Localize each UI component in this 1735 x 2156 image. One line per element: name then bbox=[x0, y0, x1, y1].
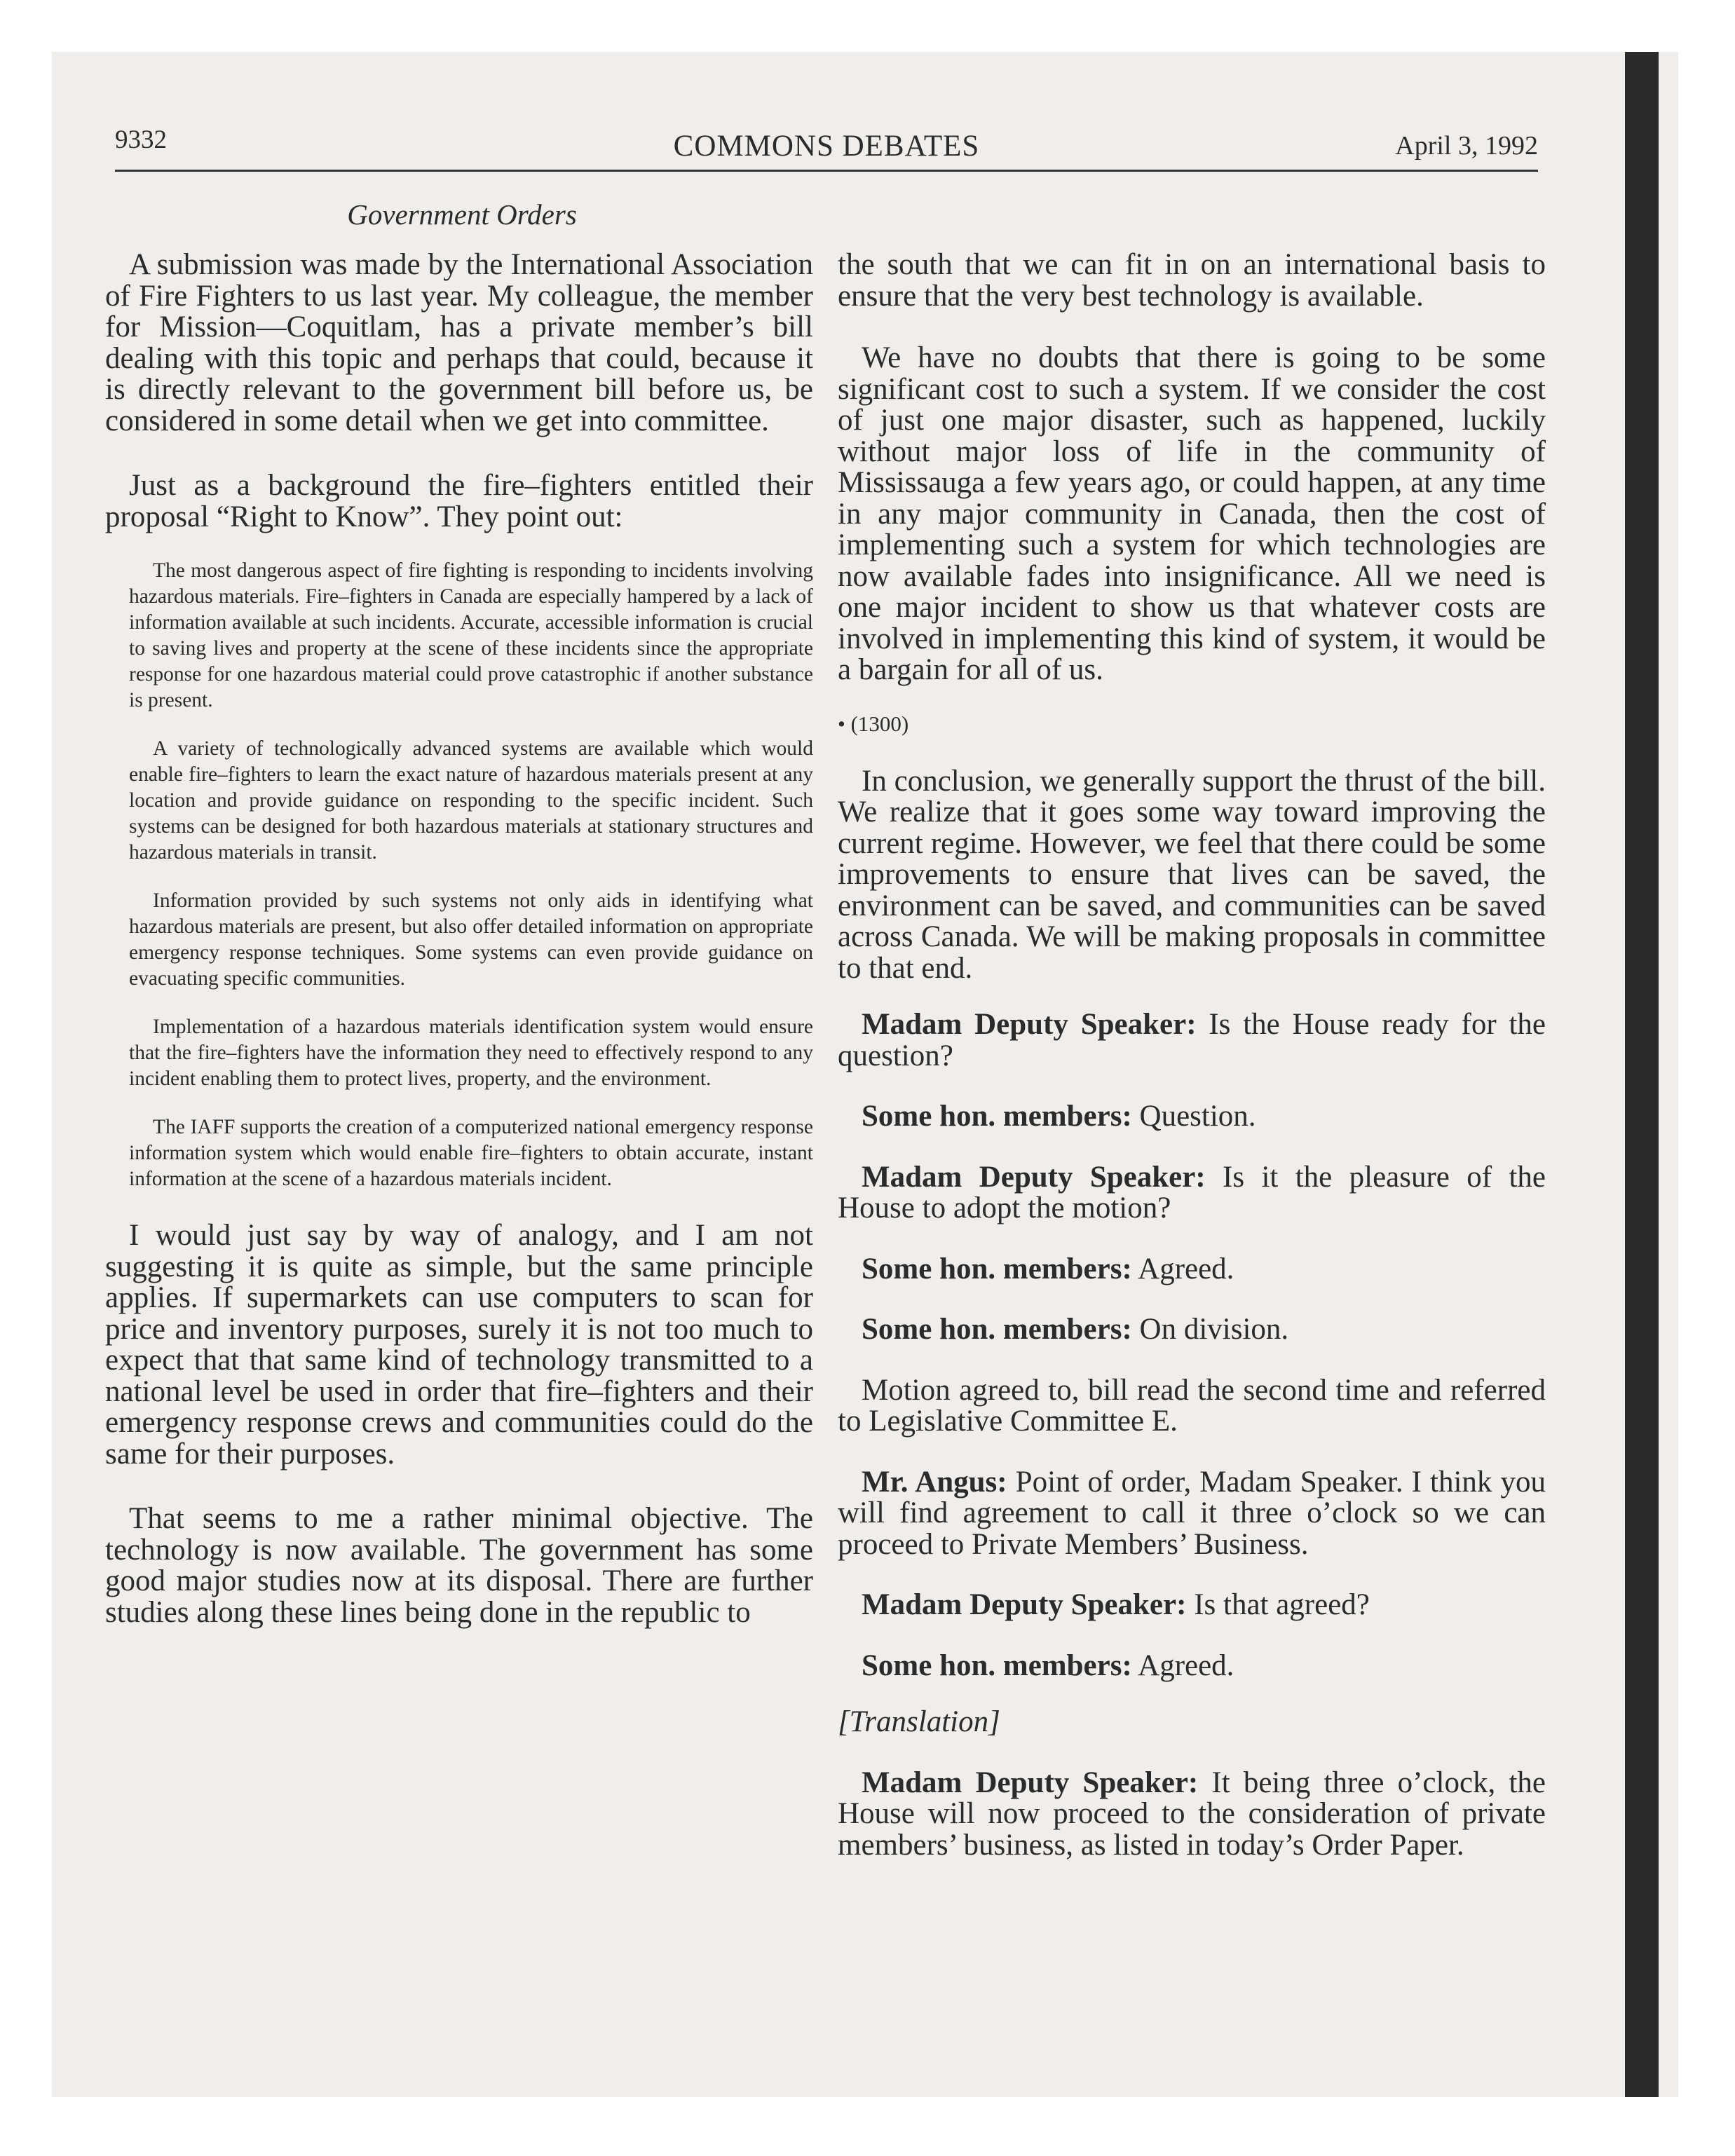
paragraph-cost: We have no doubts that there is going to be some significant cost to such a system. If we consider the cost of just one major disaster, such as happened, luckily without major loss of life in the community of Mississauga a few years ago, or could happen, at any time in any major community in Canada, then the cost of implementing such a system for which technologies are now available fades into insignificance. All we need is one major incident to show us that whatever costs are involved in implementing this kind of system, it would be a bargain for all of us. bbox=[838, 341, 1546, 686]
section-heading: Government Orders bbox=[347, 198, 577, 231]
speaker-name: Some hon. members: bbox=[862, 1649, 1132, 1682]
quote-paragraph: The most dangerous aspect of fire fighting is responding to incidents involving hazardous materials. Fire–fighters in Canada are especially hampered by a lack of information available at such incidents. Accurate, accessible information is crucial to saving lives and property at the scene of these incidents since the appropriate response for one hazardous material could prove catastrophic if another substance is present. bbox=[129, 559, 813, 711]
left-column bbox=[105, 250, 813, 1628]
speech-turn bbox=[838, 1162, 1546, 1224]
speaker-name: Madam Deputy Speaker: bbox=[862, 1008, 1197, 1041]
speech-turn bbox=[838, 1768, 1546, 1862]
paragraph-submission: A submission was made by the International Association of Fire Fighters to us last year. My colleague, the member for Mission—Coquitlam, has a private member’s bill dealing with this topic and perhaps that could, because it is directly relevant to the government bill before us, be considered in some detail when we get into committee. bbox=[105, 248, 813, 437]
speech-text: Agreed. bbox=[1131, 1649, 1234, 1682]
speech-turn bbox=[838, 1590, 1546, 1621]
page-number: 9332 bbox=[115, 125, 167, 154]
speech-turn bbox=[838, 1101, 1546, 1133]
speech-turn bbox=[838, 1254, 1546, 1285]
speech-turn bbox=[838, 1314, 1546, 1346]
speaker-name: Some hon. members: bbox=[862, 1100, 1132, 1133]
speaker-name: Some hon. members: bbox=[862, 1313, 1132, 1346]
quote-paragraph: Implementation of a hazardous materials identification system would ensure that the fire–fighters have the information they need to effectively respond to any incident enabling them to protect lives, property, and the environment. bbox=[129, 1016, 813, 1090]
paragraph-minimal-objective: That seems to me a rather minimal objective. The technology is now available. The government has some good major studies now at its disposal. There are further studies along these lines being done in the republic to bbox=[105, 1502, 813, 1629]
speech-text: Point of order, Madam Speaker. I think you will find agreement to call it three o’clock so we can proceed to Private Members’ Business. bbox=[838, 1465, 1546, 1561]
speaker-name: Madam Deputy Speaker: bbox=[862, 1588, 1187, 1621]
translation-marker: [Translation] bbox=[838, 1705, 1000, 1738]
quote-paragraph: A variety of technologically advanced systems are available which would enable fire–fighters to learn the exact nature of hazardous materials present at any location and provide guidance on responding to the specific incident. Such systems can be designed for both hazardous materials at stationary structures and hazardous materials in transit. bbox=[129, 737, 813, 864]
publication-title: COMMONS DEBATES bbox=[673, 130, 980, 163]
speech-turn bbox=[838, 1009, 1546, 1072]
speaker-name: Mr. Angus: bbox=[862, 1465, 1007, 1499]
motion-outcome: Motion agreed to, bill read the second time and referred to Legislative Committee E. bbox=[838, 1373, 1546, 1438]
speaker-name: Madam Deputy Speaker: bbox=[862, 1160, 1206, 1194]
speech-text: Is that agreed? bbox=[1186, 1588, 1370, 1621]
time-marker: • (1300) bbox=[838, 711, 909, 736]
paragraph-analogy: I would just say by way of analogy, and I am not suggesting it is quite as simple, but the same principle applies. If supermarkets can use computers to scan for price and inventory purposes, surely it is not too much to expect that that same kind of technology transmitted to a national level be used in order that fire–fighters and their emergency response crews and communities could do the same for their purposes. bbox=[105, 1219, 813, 1471]
paragraph-continuation: the south that we can fit in on an international basis to ensure that the very best technology is available. bbox=[838, 248, 1546, 313]
speech-text: It being three o’clock, the House will now proceed to the consideration of private members’ business, as listed in today’s Order Paper. bbox=[838, 1766, 1546, 1862]
speech-text: Is it the pleasure of the House to adopt the motion? bbox=[838, 1160, 1546, 1224]
speaker-name: Some hon. members: bbox=[862, 1252, 1132, 1285]
speech-text: Is the House ready for the question? bbox=[838, 1008, 1546, 1072]
speech-text: On division. bbox=[1131, 1313, 1289, 1346]
quote-paragraph: The IAFF supports the creation of a computerized national emergency response information system which would enable fire–fighters to obtain accurate, instant information at the scene of a hazardous materials incident. bbox=[129, 1116, 813, 1190]
speech-turn bbox=[838, 1467, 1546, 1561]
scan-edge-shadow bbox=[1625, 52, 1659, 2097]
right-column bbox=[838, 250, 1546, 1861]
speech-text: Question. bbox=[1131, 1100, 1256, 1133]
page-date: April 3, 1992 bbox=[1395, 131, 1538, 161]
speech-text: Agreed. bbox=[1131, 1252, 1234, 1285]
paragraph-background: Just as a background the fire–fighters entitled their proposal “Right to Know”. They point out: bbox=[105, 469, 813, 533]
speaker-name: Madam Deputy Speaker: bbox=[862, 1766, 1199, 1799]
quote-paragraph: Information provided by such systems not only aids in identifying what hazardous materials are present, but also offer detailed information on appropriate emergency response techniques. Some systems can even provide guidance on evacuating specific communities. bbox=[129, 889, 813, 990]
speech-turn bbox=[838, 1651, 1546, 1682]
paragraph-conclusion: In conclusion, we generally support the thrust of the bill. We realize that it goes some way toward improving the current regime. However, we feel that there could be some improvements to ensure that lives can be saved, the environment can be saved, and communities can be saved across Canada. We will be making proposals in committee to that end. bbox=[838, 764, 1546, 985]
page-header bbox=[115, 125, 1538, 172]
